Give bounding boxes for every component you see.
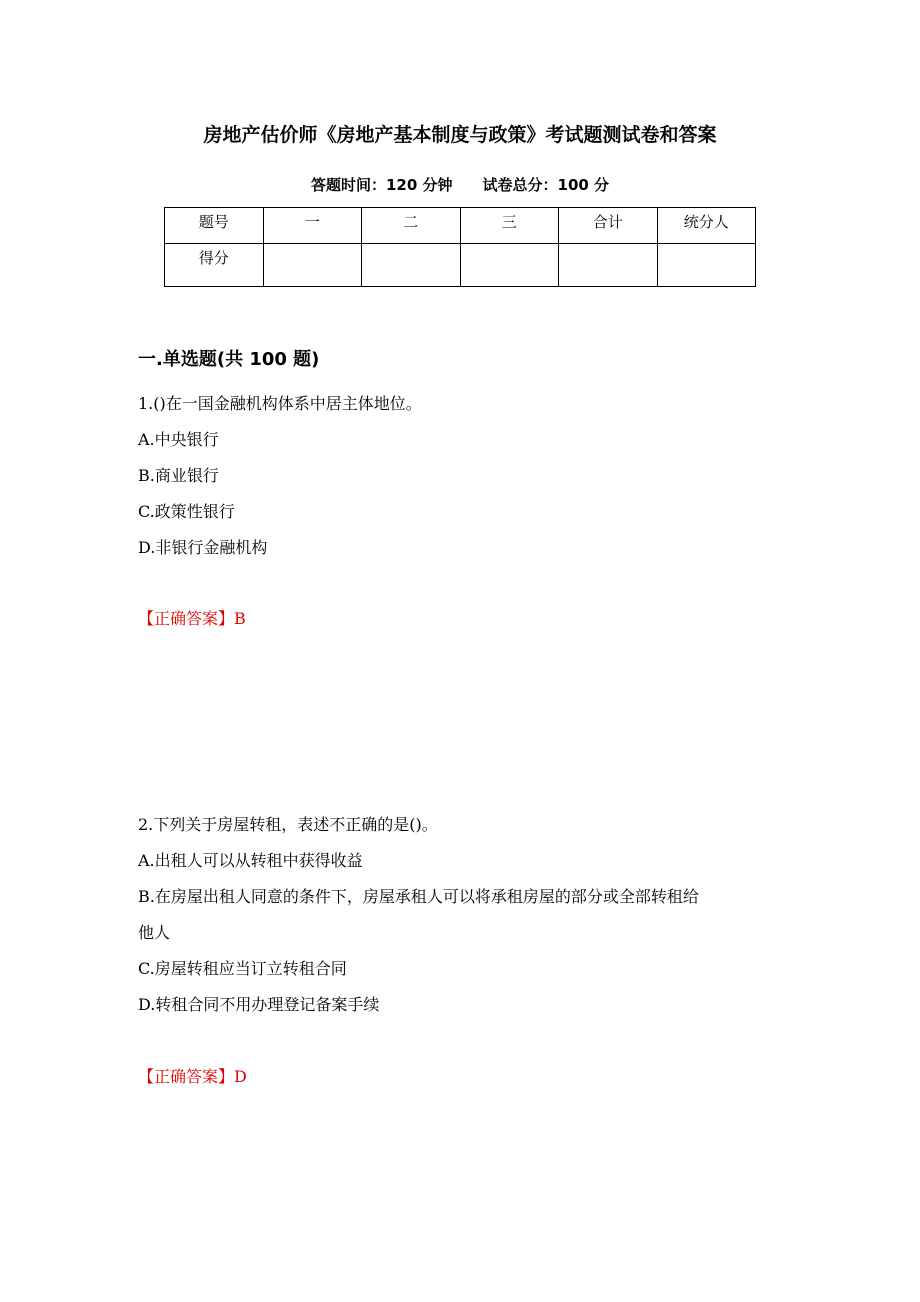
score-table-score-row (165, 244, 756, 287)
exam-meta (0, 172, 920, 198)
question-stem: 1.()在一国金融机构体系中居主体地位。 (138, 394, 422, 413)
question-option: D.转租合同不用办理登记备案手续 (138, 995, 380, 1014)
question-option: A.出租人可以从转租中获得收益 (138, 851, 363, 870)
question-option: D.非银行金融机构 (138, 538, 268, 557)
score-cell (559, 244, 658, 287)
question-option: A.中央银行 (138, 430, 219, 449)
score-table-header-row (165, 208, 756, 244)
score-table (164, 207, 756, 287)
score-header-cell: 二 (362, 208, 461, 244)
score-header-cell: 一 (263, 208, 362, 244)
exam-title: 房地产估价师《房地产基本制度与政策》考试题测试卷和答案 (203, 124, 717, 146)
score-header-cell: 合计 (559, 208, 658, 244)
exam-time: 答题时间：120 分钟 (310, 176, 453, 194)
exam-total-score: 试卷总分：100 分 (482, 176, 610, 194)
score-cell (657, 244, 756, 287)
correct-answer: 【正确答案】B (138, 609, 246, 628)
question-stem: 2.下列关于房屋转租，表述不正确的是()。 (138, 815, 438, 834)
question-option: C.政策性银行 (138, 502, 235, 521)
question-option: B.商业银行 (138, 466, 219, 485)
score-cell (460, 244, 559, 287)
score-header-cell: 统分人 (657, 208, 756, 244)
question-option: C.房屋转租应当订立转租合同 (138, 959, 347, 978)
question-option: B.在房屋出租人同意的条件下，房屋承租人可以将承租房屋的部分或全部转租给 (138, 887, 699, 906)
question-option-continuation: 他人 (138, 923, 171, 942)
correct-answer: 【正确答案】D (138, 1067, 247, 1086)
score-cell (263, 244, 362, 287)
score-header-cell: 三 (460, 208, 559, 244)
score-cell (362, 244, 461, 287)
score-row-label: 得分 (165, 244, 264, 287)
section-title: 一.单选题(共 100 题) (138, 349, 320, 370)
score-header-cell: 题号 (165, 208, 264, 244)
